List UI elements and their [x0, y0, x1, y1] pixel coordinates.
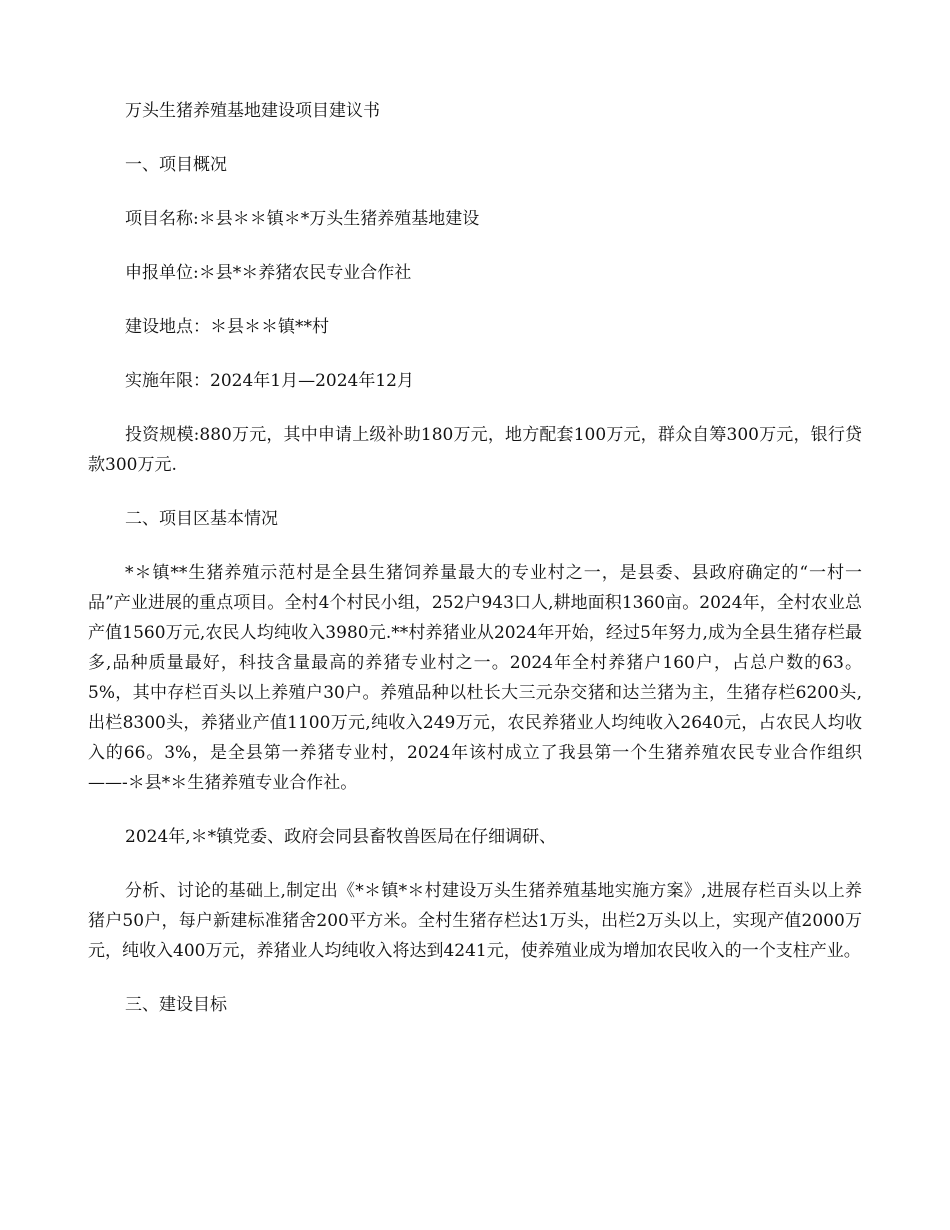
plan-detail-paragraph: 分析、讨论的基础上,制定出《*＊镇*＊村建设万头生猪养殖基地实施方案》,进展存栏百头以上养猪户50户，每户新建标准猪舍200平方米。全村生猪存栏达1万头，出栏2万头以上，实现产值2000万元，纯收入400万元，养猪业人均纯收入将达到4241元，使养殖业成为增加农民收入的一个支柱产业。: [88, 881, 862, 961]
section-heading-goals: 三、建设目标: [125, 995, 227, 1015]
section-heading-overview: 一、项目概况: [125, 155, 227, 175]
basic-info-paragraph: *＊镇**生猪养殖示范村是全县生猪饲养量最大的专业村之一，是县委、县政府确定的“一村一品”产业进展的重点项目。全村4个村民小组，252户943口人,耕地面积1360亩。2024年，全村农业总产值1560万元,农民人均纯收入3980元.**村养猪业从2024年开始，经过5年努力,成为全县生猪存栏最多,品种质量最好，科技含量最高的养猪专业村之一。2024年全村养猪户160户，占总户数的63。5%，其中存栏百头以上养殖户30户。养殖品种以杜长大三元杂交猪和达兰猪为主，生猪存栏6200头,出栏8300头，养猪业产值1100万元,纯收入249万元，农民养猪业人均纯收入2640元，占农民人均收入的66。3%，是全县第一养猪专业村，2024年该村成立了我县第一个生猪养殖农民专业合作组织——-＊县*＊生猪养殖专业合作社。: [88, 563, 862, 793]
implementation-period: 实施年限：2024年1月—2024年12月: [125, 371, 414, 391]
project-name: 项目名称:＊县＊＊镇＊*万头生猪养殖基地建设: [125, 209, 480, 229]
document-title: 万头生猪养殖基地建设项目建议书: [125, 101, 380, 121]
section-heading-basic-info: 二、项目区基本情况: [125, 509, 278, 529]
construction-location: 建设地点：＊县＊＊镇**村: [125, 317, 329, 337]
plan-intro-paragraph: 2024年,＊*镇党委、政府会同县畜牧兽医局在仔细调研、: [125, 827, 557, 847]
investment-scale: 投资规模:880万元，其中申请上级补助180万元，地方配套100万元，群众自筹300万元，银行贷款300万元.: [88, 425, 862, 475]
document-body: [88, 96, 862, 1020]
applicant-unit: 申报单位:＊县*＊养猪农民专业合作社: [125, 263, 412, 283]
